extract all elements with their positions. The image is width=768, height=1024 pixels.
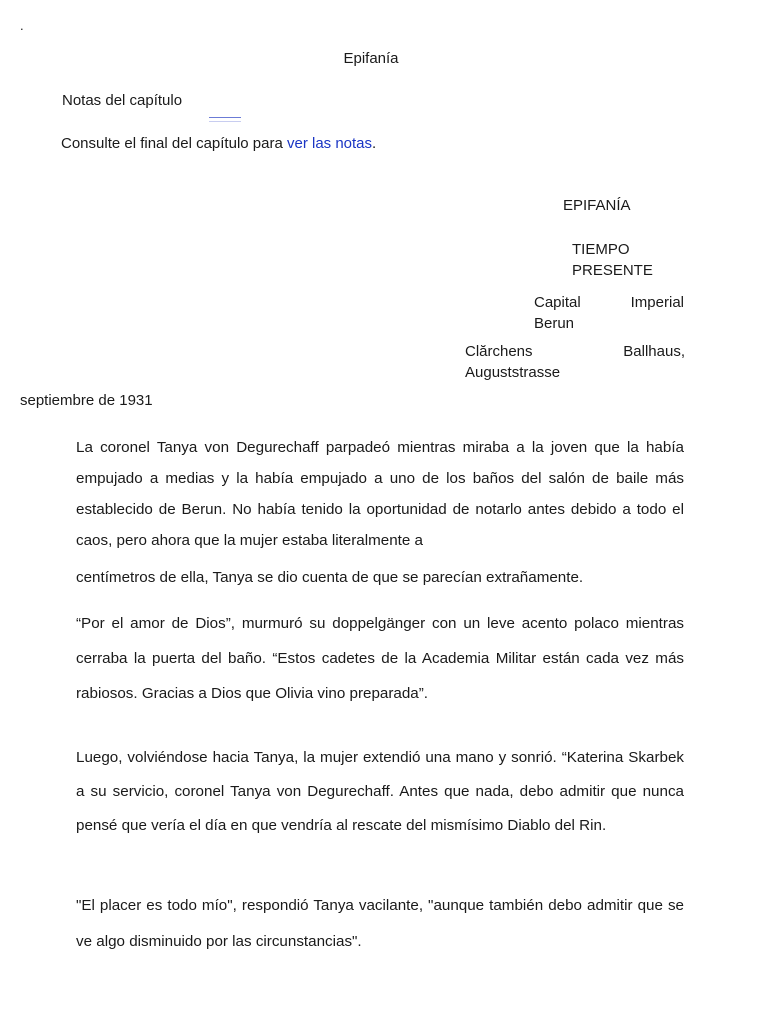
paragraph-2: “Por el amor de Dios”, murmuró su doppelgänger con un leve acento polaco mientras cerraba la puerta del baño. “Estos cadetes de la Academia Militar están cada vez más rabiosos. Gracias a Dios que Olivia vino preparada”. (76, 615, 684, 702)
header-location (465, 341, 685, 383)
header-berun: Berun (534, 315, 575, 332)
chapter-notes-line (61, 135, 376, 152)
header-capital-berun (534, 292, 684, 334)
chapter-notes-heading: Notas del capítulo (62, 92, 183, 109)
see-notes-link[interactable]: ver las notas (286, 135, 373, 152)
header-presente: PRESENTE (572, 262, 653, 279)
paragraph-3: Luego, volviéndose hacia Tanya, la mujer extendió una mano y sonrió. “Katerina Skarbek a su servicio, coronel Tanya von Degurechaff. Antes que nada, debo admitir que nunca pensé que vería el día en que vendría al rescate del mismísimo Diablo del Rin. (76, 749, 684, 834)
header-auguststrasse: Auguststrasse (465, 364, 561, 381)
header-location-row (465, 341, 685, 362)
date-line: septiembre de 1931 (20, 392, 153, 409)
header-tiempo: TIEMPO (572, 241, 630, 258)
header-tiempo-presente (572, 239, 692, 281)
notes-anchor-underline (209, 117, 241, 122)
notes-suffix: . (372, 135, 377, 152)
paragraph-1 (76, 432, 684, 593)
header-imperial: Imperial (630, 294, 684, 311)
paragraph-1-main: La coronel Tanya von Degurechaff parpadeó mientras miraba a la joven que la había empujado a medias y la había empujado a uno de los baños del salón de baile más establecido de Berun. No había tenido la oportunidad de notarlo antes debido a todo el caos, pero ahora que la mujer estaba literalmente a (76, 439, 684, 549)
header-capital: Capital (534, 294, 581, 311)
paragraph-4: "El placer es todo mío", respondió Tanya vacilante, "aunque también debo admitir que se ve algo disminuido por las circunstancias". (76, 897, 684, 950)
header-capital-row (534, 292, 684, 313)
header-clarchens: Clărchens (465, 343, 533, 360)
stray-dot: . (20, 18, 24, 33)
notes-prefix: Consulte el final del capítulo para (61, 135, 287, 152)
paragraph-1-last-line: centímetros de ella, Tanya se dio cuenta de que se parecían extrañamente. (76, 569, 584, 586)
header-ballhaus: Ballhaus, (623, 343, 685, 360)
document-title: Epifanía (343, 50, 399, 67)
header-epifania: EPIFANÍA (563, 197, 631, 214)
